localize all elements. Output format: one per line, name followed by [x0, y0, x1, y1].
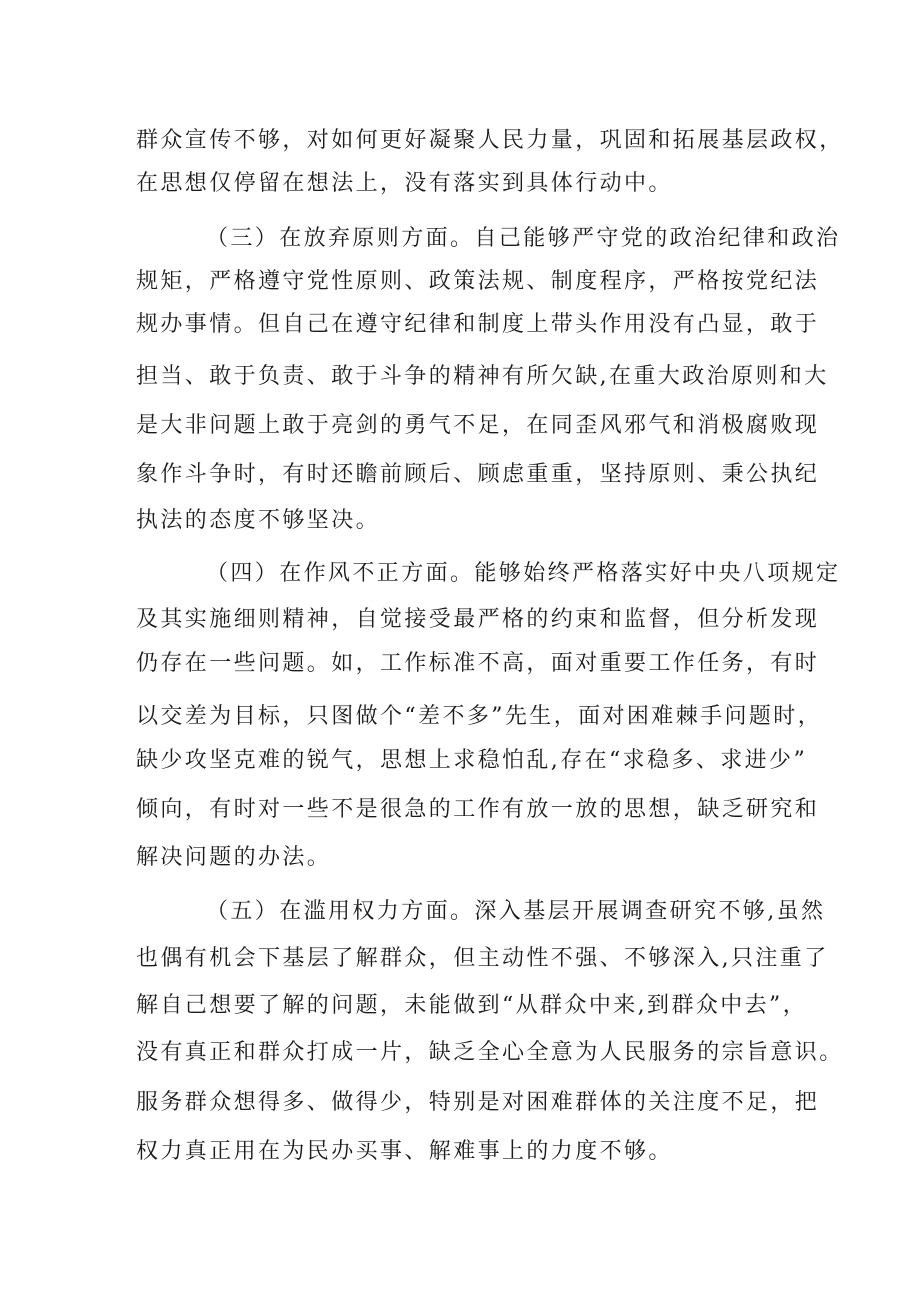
text-line: 在思想仅停留在想法上，没有落实到具体行动中。: [136, 171, 673, 196]
text-line: 规矩，严格遵守党性原则、政策法规、制度程序，严格按党纪法: [136, 269, 820, 294]
text-line: 担当、敢于负责、敢于斗争的精神有所欠缺,在重大政治原则和大: [136, 364, 829, 389]
text-line: 权力真正用在为民办买事、解难事上的力度不够。: [136, 1139, 673, 1164]
text-line: 仍存在一些问题。如，工作标准不高，面对重要工作任务，有时: [136, 651, 820, 676]
text-line: 解决问题的办法。: [136, 845, 332, 870]
text-line: 也偶有机会下基层了解群众，但主动性不强、不够深入,只注重了: [136, 946, 829, 971]
text-line: 是大非问题上敢于亮剑的勇气不足，在同歪风邪气和消极腐败现: [136, 413, 820, 438]
paragraph-heading-line: （四）在作风不正方面。能够始终严格落实好中央八项规定: [206, 561, 841, 586]
text-line: 缺少攻坚克难的锐气，思想上求稳怕乱,存在“求稳多、求进少”: [136, 748, 808, 773]
text-line: 及其实施细则精神，自觉接受最严格的约束和监督，但分析发现: [136, 607, 820, 632]
text-line: 以交差为目标，只图做个“差不多”先生，面对困难棘手问题时，: [136, 704, 823, 729]
paragraph-heading-line: （五）在滥用权力方面。深入基层开展调查研究不够,虽然: [206, 899, 826, 924]
text-line: 没有真正和群众打成一片，缺乏全心全意为人民服务的宗旨意识。: [136, 1040, 844, 1065]
text-line: 群众宣传不够，对如何更好凝聚人民力量，巩固和拓展基层政权，: [136, 128, 844, 153]
text-line: 倾向，有时对一些不是很急的工作有放一放的思想，缺乏研究和: [136, 797, 820, 822]
text-line: 执法的态度不够坚决。: [136, 508, 381, 533]
text-line: 象作斗争时，有时还瞻前顾后、顾虑重重，坚持原则、秉公执纪: [136, 462, 820, 487]
text-line: 规办事情。但自己在遵守纪律和制度上带头作用没有凸显，敢于: [136, 312, 820, 337]
text-line: 解自己想要了解的问题，未能做到“从群众中来,到群众中去”，: [136, 993, 808, 1018]
paragraph-heading-line: （三）在放弃原则方面。自己能够严守党的政治纪律和政治: [206, 226, 841, 251]
text-line: 服务群众想得多、做得少，特别是对困难群体的关注度不足，把: [136, 1090, 820, 1115]
